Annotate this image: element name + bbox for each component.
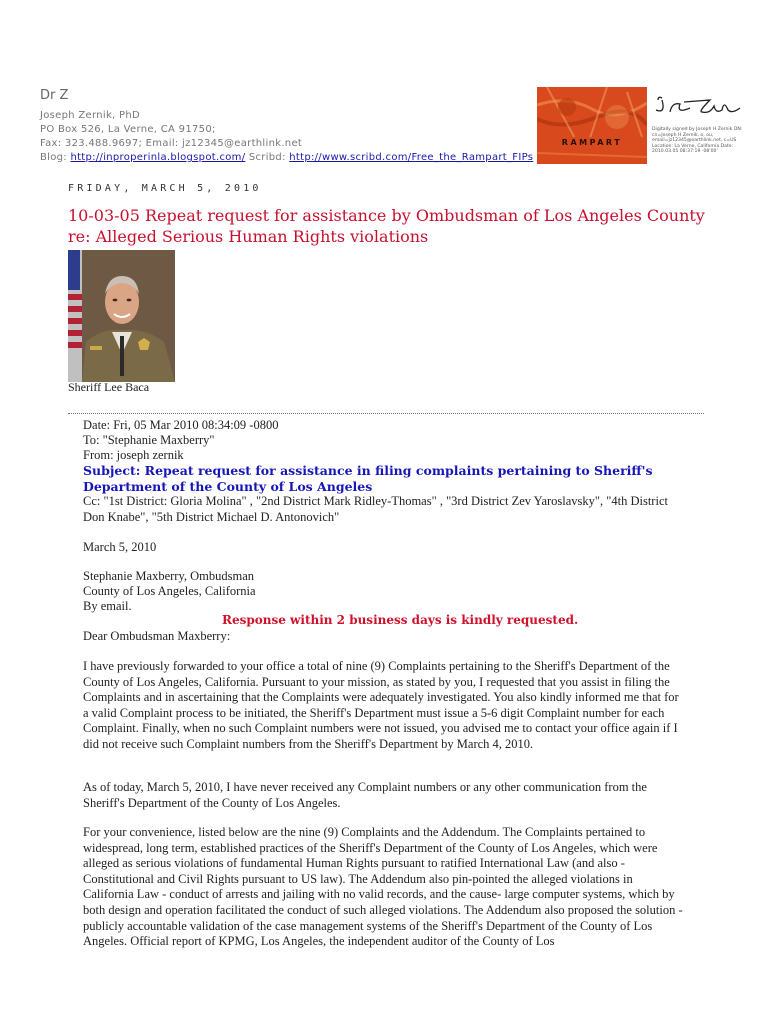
blog-link[interactable]: http://inproperinla.blogspot.com/ bbox=[70, 152, 246, 163]
paragraph-1 bbox=[83, 659, 683, 753]
delivery-method: By email. bbox=[83, 599, 132, 613]
scribd-link[interactable]: http://www.scribd.com/Free_the_Rampart_FIPs bbox=[289, 152, 534, 163]
email-date: Date: Fri, 05 Mar 2010 08:34:09 -0800 bbox=[83, 418, 279, 432]
letter-date: March 5, 2010 bbox=[83, 540, 157, 554]
author-address: PO Box 526, La Verne, CA 91750; bbox=[40, 124, 216, 135]
email-to: To: "Stephanie Maxberry" bbox=[83, 433, 215, 447]
author-person: Joseph Zernik, PhD bbox=[40, 110, 140, 121]
email-subject: Subject: Repeat request for assistance in filing complaints pertaining to Sheriff's Department of the County of Los Angeles bbox=[83, 463, 653, 494]
paragraph-3 bbox=[83, 825, 683, 950]
email-cc: Cc: "1st District: Gloria Molina" , "2nd District Mark Ridley-Thomas" , "3rd District Zev Yaroslavsky", "4th District Don Knabe", "5th District Michael D. Antonovich" bbox=[83, 494, 668, 524]
signature-details: Digitally signed by Joseph H Zernik DN: cn=Joseph H Zernik, o, ou, email=jz12345@earthlink.net, c=US Location: La Verne, California Date: 2010.03.05 08:37:19 -08'00' bbox=[652, 127, 743, 155]
email-from: From: joseph zernik bbox=[83, 448, 184, 462]
paragraph-2 bbox=[83, 780, 683, 811]
paragraph-1-text: I have previously forwarded to your office a total of nine (9) Complaints pertaining to the Sheriff's Department of the County of Los Angeles, California. Pursuant to your mission, as stated by you, I requested that you assist in filing the Complaints and in ascertaining that the Complaints were adequately investigated. You also kindly informed me that for a valid Complaint process to be initiated, the Sheriff's Department must issue a 5-6 digit Complaint number for each Complaint. Finally, when no such Complaint numbers were not issued, you advised me to contact your office again if I did not receive such Complaint numbers from the Sheriff's Department by March 4, 2010. bbox=[83, 659, 679, 751]
paragraph-2-text: As of today, March 5, 2010, I have never received any Complaint numbers or any other communication from the Sheriff's Department of the County of Los Angeles. bbox=[83, 780, 647, 810]
author-name: Dr Z bbox=[40, 88, 69, 103]
paragraph-3-text: For your convenience, listed below are the nine (9) Complaints and the Addendum. The Complaints pertained to widespread, long term, established practices of the Sheriff's Department of the County of Los Angeles, which were alleged as serious violations of fundamental Human Rights pursuant to ratified International Law (and also - Constitutional and Civil Rights pursuant to US law). The Addendum also pin-pointed the alleged violations in California Law - conduct of arrests and jailing with no valid records, and the cause- large computer systems, which by both design and operation facilitated the conduct of such alleged violations. The Addendum also proposed the solution - publicly accountable validation of the case management systems of the Sheriff's Department of the County of Los Angeles. Official report of KPMG, Los Angeles, the independent auditor of the County of Los bbox=[83, 825, 683, 949]
post-date-header: FRIDAY, MARCH 5, 2010 bbox=[68, 183, 262, 194]
post-title: 10-03-05 Repeat request for assistance by Ombudsman of Los Angeles County re: Alleged Serious Human Rights violations bbox=[68, 206, 705, 246]
author-links bbox=[40, 152, 533, 163]
author-contact: Fax: 323.488.9697; Email: jz12345@earthlink.net bbox=[40, 138, 303, 149]
logo-text: RAMPART bbox=[561, 138, 623, 147]
rampart-logo bbox=[537, 87, 647, 164]
recipient-name: Stephanie Maxberry, Ombudsman bbox=[83, 569, 255, 583]
scribd-label: Scribd: bbox=[245, 152, 290, 163]
recipient-org: County of Los Angeles, California bbox=[83, 584, 256, 598]
sheriff-photo bbox=[68, 250, 175, 382]
response-request-note: Response within 2 business days is kindly requested. bbox=[222, 613, 579, 627]
blog-label: Blog: bbox=[40, 152, 71, 163]
salutation: Dear Ombudsman Maxberry: bbox=[83, 629, 231, 643]
photo-caption: Sheriff Lee Baca bbox=[68, 380, 150, 394]
section-divider bbox=[68, 413, 704, 414]
